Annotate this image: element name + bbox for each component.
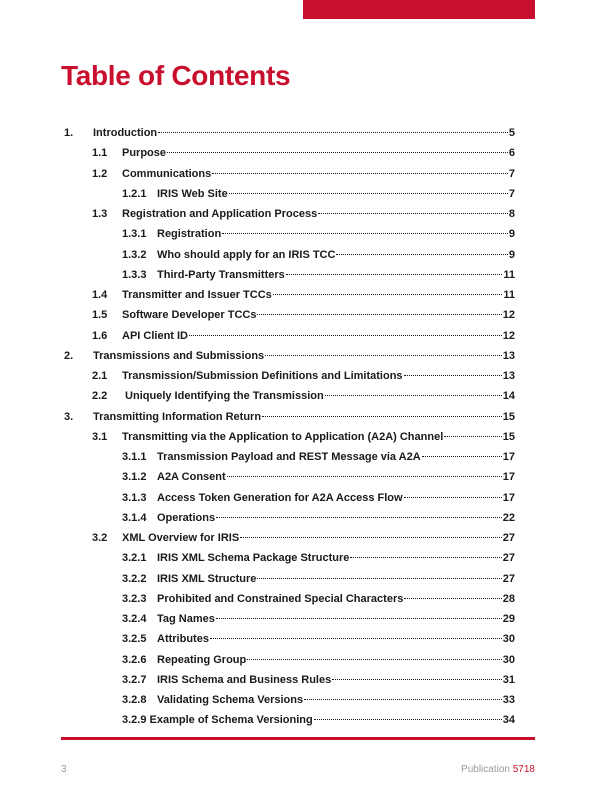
- toc-entry[interactable]: [92, 289, 515, 303]
- toc-entry-number: 1.2.1: [122, 188, 147, 200]
- toc-dot-leader: [229, 193, 508, 194]
- toc-entry-page: 17: [502, 451, 515, 463]
- toc-dot-leader: [350, 557, 501, 558]
- toc-entry-page: 34: [502, 714, 515, 726]
- toc-entry-label: Introduction: [93, 127, 158, 139]
- toc-entry-page: 9: [508, 228, 515, 240]
- toc-dot-leader: [222, 233, 508, 234]
- toc-entry-label: Transmission Payload and REST Message via A2A: [157, 451, 421, 463]
- toc-dot-leader: [158, 132, 508, 133]
- toc-entry-label: API Client ID: [122, 330, 189, 342]
- toc-dot-leader: [265, 355, 502, 356]
- toc-entry-label: XML Overview for IRIS: [122, 532, 240, 544]
- toc-entry-page: 7: [508, 188, 515, 200]
- toc-dot-leader: [167, 152, 508, 153]
- toc-dot-leader: [216, 618, 502, 619]
- toc-dot-leader: [257, 314, 501, 315]
- toc-entry[interactable]: [92, 370, 515, 384]
- toc-entry-number: 3.2: [92, 532, 108, 544]
- toc-entry[interactable]: [122, 451, 515, 465]
- toc-entry-label: Transmission/Submission Definitions and Limitations: [122, 370, 403, 382]
- toc-entry-number: 1.6: [92, 330, 108, 342]
- toc-entry-number: 3.1.1: [122, 451, 147, 463]
- toc-entry-page: 17: [502, 471, 515, 483]
- toc-entry-page: 29: [502, 613, 515, 625]
- toc-entry-page: 11: [503, 269, 515, 281]
- toc-entry-page: 9: [508, 249, 515, 261]
- toc-entry-page: 13: [502, 350, 515, 362]
- toc-dot-leader: [318, 213, 508, 214]
- toc-dot-leader: [422, 456, 502, 457]
- toc-entry-number: 1.3.1: [122, 228, 147, 240]
- top-accent-bar: [303, 0, 535, 19]
- toc-entry-label: Communications: [122, 168, 212, 180]
- toc-entry-page: 12: [502, 330, 515, 342]
- toc-entry-page: 22: [502, 512, 515, 524]
- toc-dot-leader: [240, 537, 502, 538]
- publication-number: 5718: [512, 764, 535, 775]
- toc-entry-page: 27: [502, 552, 515, 564]
- footer-rule: [61, 737, 535, 740]
- toc-entry-label: Transmitting Information Return: [93, 411, 262, 423]
- toc-entry[interactable]: [92, 208, 515, 222]
- toc-entry[interactable]: [92, 330, 515, 344]
- toc-entry-page: 11: [503, 289, 515, 301]
- toc-entry[interactable]: [122, 654, 515, 668]
- toc-dot-leader: [210, 638, 502, 639]
- toc-entry-number: 3.2.4: [122, 613, 147, 625]
- toc-entry-number: 1.3: [92, 208, 108, 220]
- toc-entry-number: 1.1: [92, 147, 108, 159]
- toc-entry-page: 15: [502, 411, 515, 423]
- toc-entry[interactable]: [92, 147, 515, 161]
- page-number: 3: [61, 764, 67, 775]
- toc-entry[interactable]: [122, 633, 515, 647]
- toc-entry-page: 30: [502, 654, 515, 666]
- toc-entry-label: Uniquely Identifying the Transmission: [122, 390, 324, 402]
- toc-entry[interactable]: [64, 411, 515, 425]
- toc-entry-number: 3.2.6: [122, 654, 147, 666]
- toc-dot-leader: [404, 497, 502, 498]
- toc-entry-number: 3.2.7: [122, 674, 147, 686]
- toc-entry-label: IRIS Schema and Business Rules: [157, 674, 332, 686]
- toc-dot-leader: [212, 173, 508, 174]
- toc-entry-number: 2.2: [92, 390, 108, 402]
- toc-entry-number: 1.3.2: [122, 249, 147, 261]
- toc-entry-label: Transmitter and Issuer TCCs: [122, 289, 272, 301]
- toc-entry-number: 1.5: [92, 309, 108, 321]
- toc-entry-number: 3.2.5: [122, 633, 147, 645]
- toc-entry-number: 1.3.3: [122, 269, 147, 281]
- toc-dot-leader: [314, 719, 502, 720]
- toc-entry-label: Who should apply for an IRIS TCC: [157, 249, 336, 261]
- toc-entry[interactable]: [122, 188, 515, 202]
- toc-entry-label: 3.2.9 Example of Schema Versioning: [122, 714, 313, 726]
- toc-entry-label: Repeating Group: [157, 654, 247, 666]
- toc-dot-leader: [332, 679, 502, 680]
- toc-entry-number: 1.2: [92, 168, 108, 180]
- toc-entry-page: 6: [508, 147, 515, 159]
- toc-entry-number: 3.1.3: [122, 492, 147, 504]
- toc-entry[interactable]: [122, 552, 515, 566]
- toc-entry[interactable]: [92, 309, 515, 323]
- toc-dot-leader: [304, 699, 502, 700]
- toc-entry-label: Registration and Application Process: [122, 208, 318, 220]
- toc-entry-page: 12: [502, 309, 515, 321]
- toc-entry-page: 17: [502, 492, 515, 504]
- toc-entry-page: 5: [508, 127, 515, 139]
- toc-dot-leader: [325, 395, 502, 396]
- toc-dot-leader: [247, 659, 502, 660]
- publication-label: Publication: [461, 764, 510, 775]
- toc-entry-label: IRIS Web Site: [157, 188, 228, 200]
- toc-entry-number: 3.2.2: [122, 573, 147, 585]
- toc-entry-label: Transmitting via the Application to Application (A2A) Channel: [122, 431, 444, 443]
- toc-entry-number: 3.1.4: [122, 512, 147, 524]
- toc-entry[interactable]: [122, 512, 515, 526]
- toc-entry-label: Attributes: [157, 633, 209, 645]
- toc-entry-number: 1.: [64, 127, 74, 139]
- toc-dot-leader: [189, 335, 502, 336]
- publication-label-container: [461, 764, 535, 775]
- toc-dot-leader: [404, 375, 502, 376]
- toc-entry[interactable]: [122, 471, 515, 485]
- toc-dot-leader: [273, 294, 503, 295]
- toc-entry[interactable]: [122, 674, 515, 688]
- toc-entry-number: 3.1: [92, 431, 108, 443]
- toc-entry-label: Operations: [157, 512, 216, 524]
- toc-entry-page: 28: [502, 593, 515, 605]
- toc-dot-leader: [444, 436, 501, 437]
- toc-entry-label: Validating Schema Versions: [157, 694, 304, 706]
- toc-entry[interactable]: [122, 492, 515, 506]
- toc-entry[interactable]: [122, 269, 515, 283]
- toc-entry[interactable]: [64, 127, 515, 141]
- toc-dot-leader: [286, 274, 503, 275]
- toc-dot-leader: [262, 416, 502, 417]
- toc-entry-page: 33: [502, 694, 515, 706]
- toc-entry-label: A2A Consent: [157, 471, 226, 483]
- toc-entry[interactable]: [92, 431, 515, 445]
- toc-entry-page: 7: [508, 168, 515, 180]
- toc-entry[interactable]: [122, 714, 515, 728]
- page-title: Table of Contents: [61, 60, 291, 91]
- toc-entry-label: Software Developer TCCs: [122, 309, 257, 321]
- toc-entry-page: 15: [502, 431, 515, 443]
- toc-entry-page: 27: [502, 573, 515, 585]
- toc-entry-label: Registration: [157, 228, 222, 240]
- toc-entry-label: Purpose: [122, 147, 167, 159]
- toc-entry[interactable]: [92, 532, 515, 546]
- toc-entry[interactable]: [122, 593, 515, 607]
- toc-entry-number: 3.2.8: [122, 694, 147, 706]
- toc-entry[interactable]: [122, 249, 515, 263]
- toc-entry[interactable]: [122, 573, 515, 587]
- toc-entry-number: 3.2.3: [122, 593, 147, 605]
- toc-entry-label: IRIS XML Schema Package Structure: [157, 552, 350, 564]
- toc-entry-label: Tag Names: [157, 613, 215, 625]
- toc-entry[interactable]: [92, 168, 515, 182]
- toc-entry-number: 2.: [64, 350, 74, 362]
- toc-dot-leader: [216, 517, 502, 518]
- toc-entry-page: 8: [508, 208, 515, 220]
- toc-entry-number: 3.1.2: [122, 471, 147, 483]
- toc-entry-number: 1.4: [92, 289, 108, 301]
- toc-entry-label: Access Token Generation for A2A Access Flow: [157, 492, 403, 504]
- toc-dot-leader: [336, 254, 507, 255]
- toc-entry-page: 30: [502, 633, 515, 645]
- toc-entry-label: Third-Party Transmitters: [157, 269, 285, 281]
- toc-entry-number: 3.2.1: [122, 552, 147, 564]
- toc-entry-page: 13: [502, 370, 515, 382]
- toc-dot-leader: [404, 598, 501, 599]
- toc-entry-page: 31: [502, 674, 515, 686]
- toc-dot-leader: [257, 578, 501, 579]
- toc-entry-number: 2.1: [92, 370, 108, 382]
- toc-entry[interactable]: [122, 228, 515, 242]
- toc-entry[interactable]: [122, 694, 515, 708]
- toc-entry-number: 3.: [64, 411, 74, 423]
- toc-entry[interactable]: [64, 350, 515, 364]
- toc-entry-page: 27: [502, 532, 515, 544]
- toc-entry[interactable]: [92, 390, 515, 404]
- toc-entry[interactable]: [122, 613, 515, 627]
- toc-entry-label: Transmissions and Submissions: [93, 350, 265, 362]
- toc-dot-leader: [227, 476, 502, 477]
- toc-entry-label: Prohibited and Constrained Special Characters: [157, 593, 404, 605]
- toc-entry-page: 14: [502, 390, 515, 402]
- toc-entry-label: IRIS XML Structure: [157, 573, 257, 585]
